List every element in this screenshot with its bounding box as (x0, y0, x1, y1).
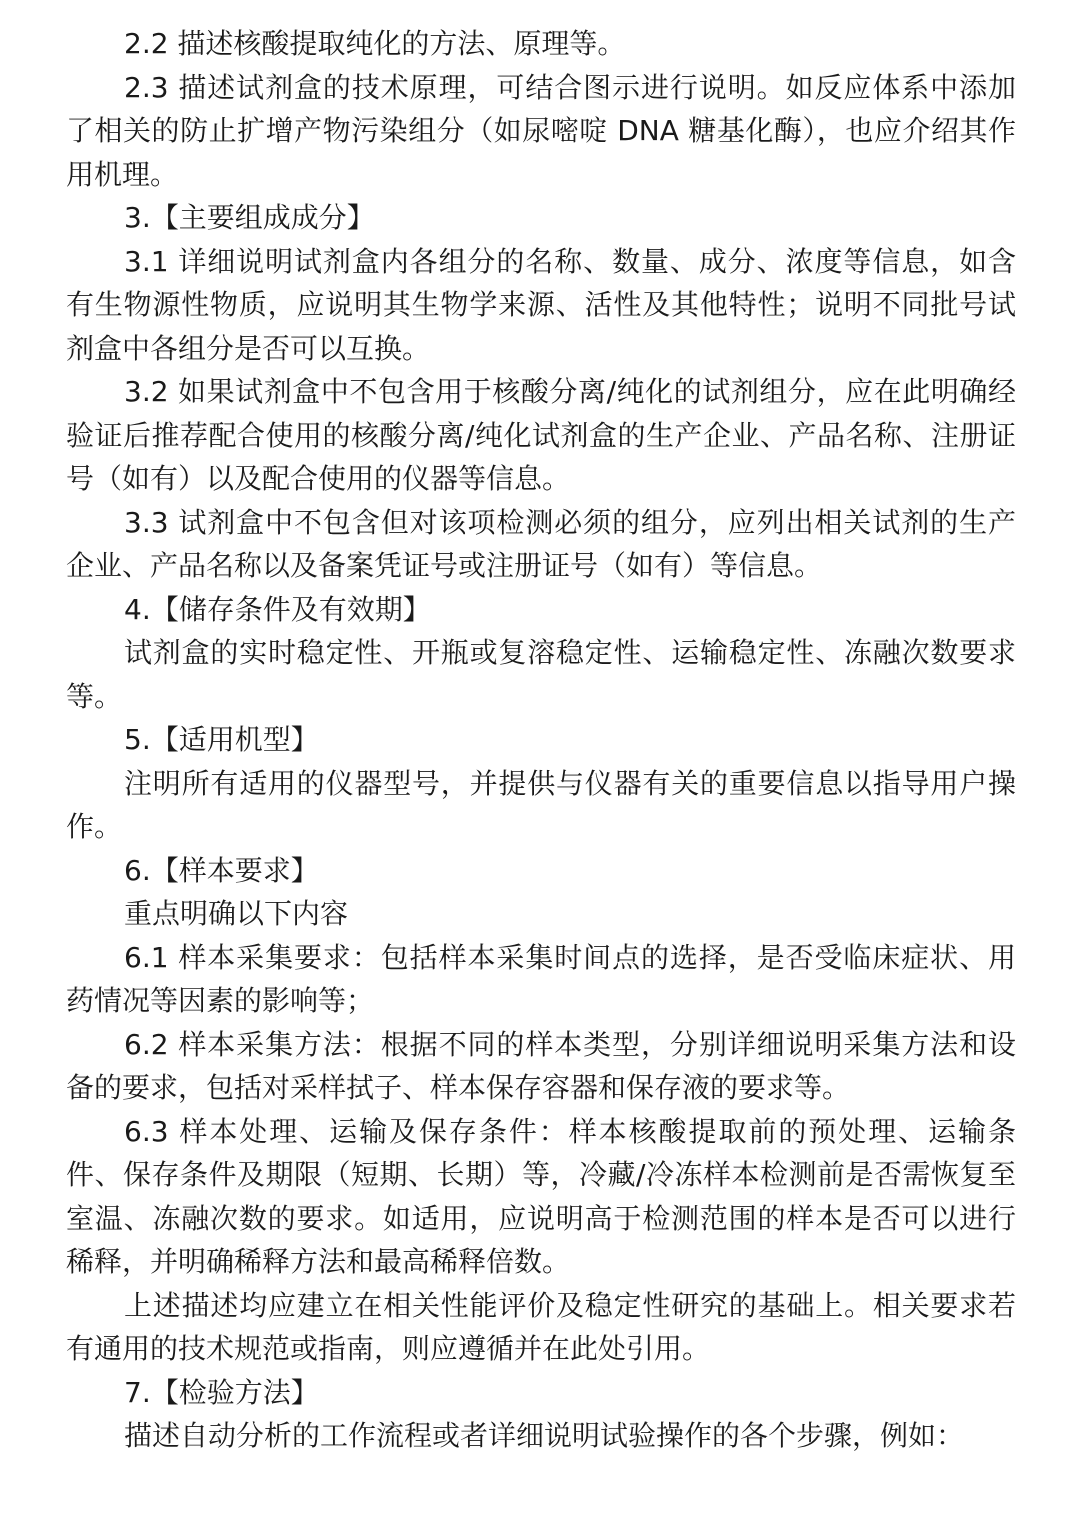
paragraph-5-body: 注明所有适用的仪器型号，并提供与仪器有关的重要信息以指导用户操作。 (66, 766, 1016, 843)
paragraph-4-body: 试剂盒的实时稳定性、开瓶或复溶稳定性、运输稳定性、冻融次数要求等。 (66, 636, 1016, 713)
paragraph-6-1: 6.1 样本采集要求：包括样本采集时间点的选择，是否受临床症状、用药情况等因素的影响等； (66, 940, 1016, 1017)
section-heading-6: 6.【样本要求】 (124, 853, 319, 887)
paragraph-7-body: 描述自动分析的工作流程或者详细说明试验操作的各个步骤，例如： (124, 1419, 965, 1452)
section-heading-7: 7.【检验方法】 (124, 1375, 319, 1409)
paragraph-6-2: 6.2 样本采集方法：根据不同的样本类型，分别详细说明采集方法和设备的要求，包括对采样拭子、样本保存容器和保存液的要求等。 (66, 1027, 1016, 1104)
paragraph-3-1: 3.1 详细说明试剂盒内各组分的名称、数量、成分、浓度等信息，如含有生物源性物质，应说明其生物学来源、活性及其他特性；说明不同批号试剂盒中各组分是否可以互换。 (66, 244, 1016, 365)
paragraph-2-2: 2.2 描述核酸提取纯化的方法、原理等。 (124, 27, 626, 60)
section-heading-3: 3.【主要组成成分】 (124, 201, 375, 234)
paragraph-6-3: 6.3 样本处理、运输及保存条件：样本核酸提取前的预处理、运输条件、保存条件及期限（短期、长期）等，冷藏/冷冻样本检测前是否需恢复至室温、冻融次数的要求。如适用，应说明高于检测范围的样本是否可以进行稀释，并明确稀释方法和最高稀释倍数。 (66, 1114, 1016, 1278)
section-heading-4: 4.【储存条件及有效期】 (124, 592, 431, 626)
paragraph-3-3: 3.3 试剂盒中不包含但对该项检测必须的组分，应列出相关试剂的生产企业、产品名称以及备案凭证号或注册证号（如有）等信息。 (66, 505, 1016, 582)
section-heading-5: 5.【适用机型】 (124, 723, 319, 756)
paragraph-6-note: 上述描述均应建立在相关性能评价及稳定性研究的基础上。相关要求若有通用的技术规范或指南，则应遵循并在此处引用。 (66, 1288, 1016, 1365)
paragraph-3-2: 3.2 如果试剂盒中不包含用于核酸分离/纯化的试剂组分，应在此明确经验证后推荐配合使用的核酸分离/纯化试剂盒的生产企业、产品名称、注册证号（如有）以及配合使用的仪器等信息。 (66, 375, 1016, 495)
paragraph-2-3: 2.3 描述试剂盒的技术原理，可结合图示进行说明。如反应体系中添加了相关的防止扩增产物污染组分（如尿嘧啶 DNA 糖基化酶），也应介绍其作用机理。 (66, 70, 1016, 191)
paragraph-6-intro: 重点明确以下内容 (124, 897, 349, 930)
document-body (66, 22, 1016, 1458)
